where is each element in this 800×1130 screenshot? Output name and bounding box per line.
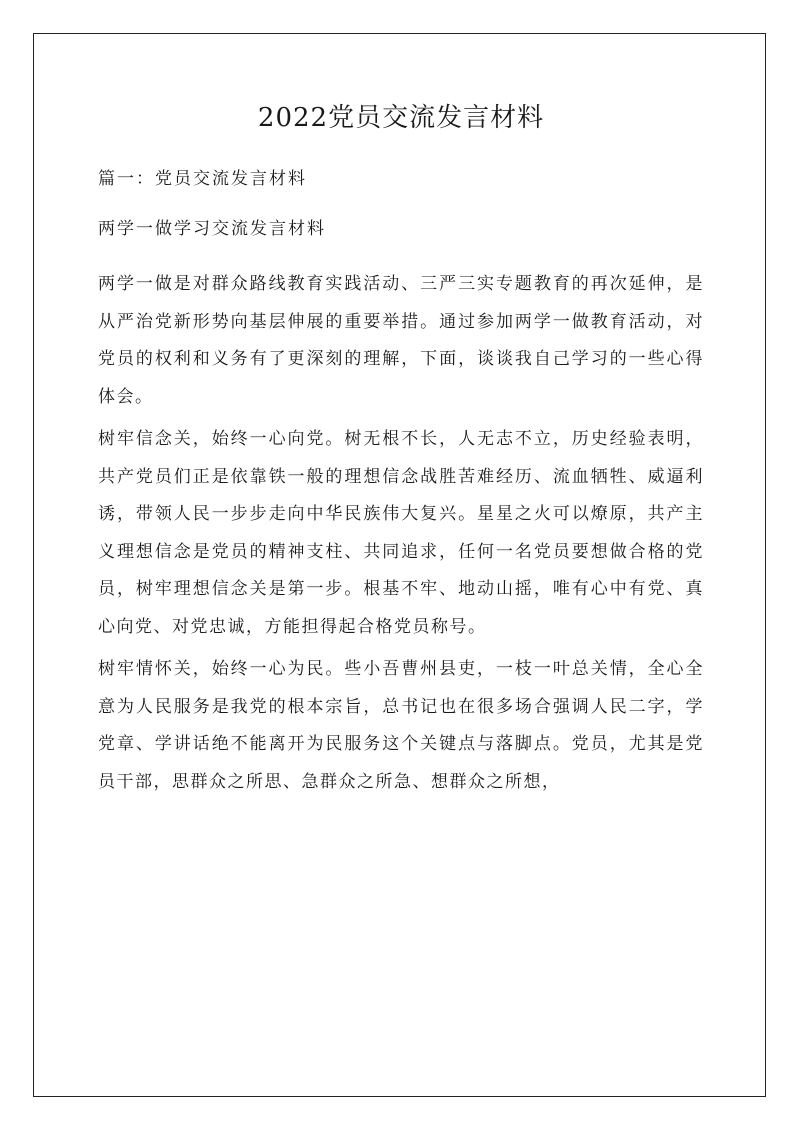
sub-heading: 两学一做学习交流发言材料 xyxy=(98,219,326,239)
paragraph-belief: 树牢信念关，始终一心向党。树无根不长，人无志不立，历史经验表明，共产党员们正是依靠铁一般的理想信念战胜苦难经历、流血牺牲、威逼利诱，带领人民一步步走向中华民族伟大复兴。星星之火可以燎原，共产主义理想信念是党员的精神支柱、共同追求，任何一名党员要想做合格的党员，树牢理想信念关是第一步。根基不牢、地动山摇，唯有心中有党、真心向党、对党忠诚，方能担得起合格党员称号。 xyxy=(98,429,704,637)
document-body xyxy=(98,98,704,806)
section-heading: 篇一：党员交流发言材料 xyxy=(98,169,307,189)
paragraph-people: 树牢情怀关，始终一心为民。些小吾曹州县吏，一枝一叶总关情，全心全意为人民服务是我党的根本宗旨，总书记也在很多场合强调人民二字，学党章、学讲话绝不能离开为民服务这个关键点与落脚点。党员，尤其是党员干部，思群众之所思、急群众之所急、想群众之所想， xyxy=(98,659,704,792)
paragraph-intro: 两学一做是对群众路线教育实践活动、三严三实专题教育的再次延伸，是从严治党新形势向基层伸展的重要举措。通过参加两学一做教育活动，对党员的权利和义务有了更深刻的理解，下面，谈谈我自己学习的一些心得体会。 xyxy=(98,274,704,407)
document-title: 2022党员交流发言材料 xyxy=(257,103,545,133)
